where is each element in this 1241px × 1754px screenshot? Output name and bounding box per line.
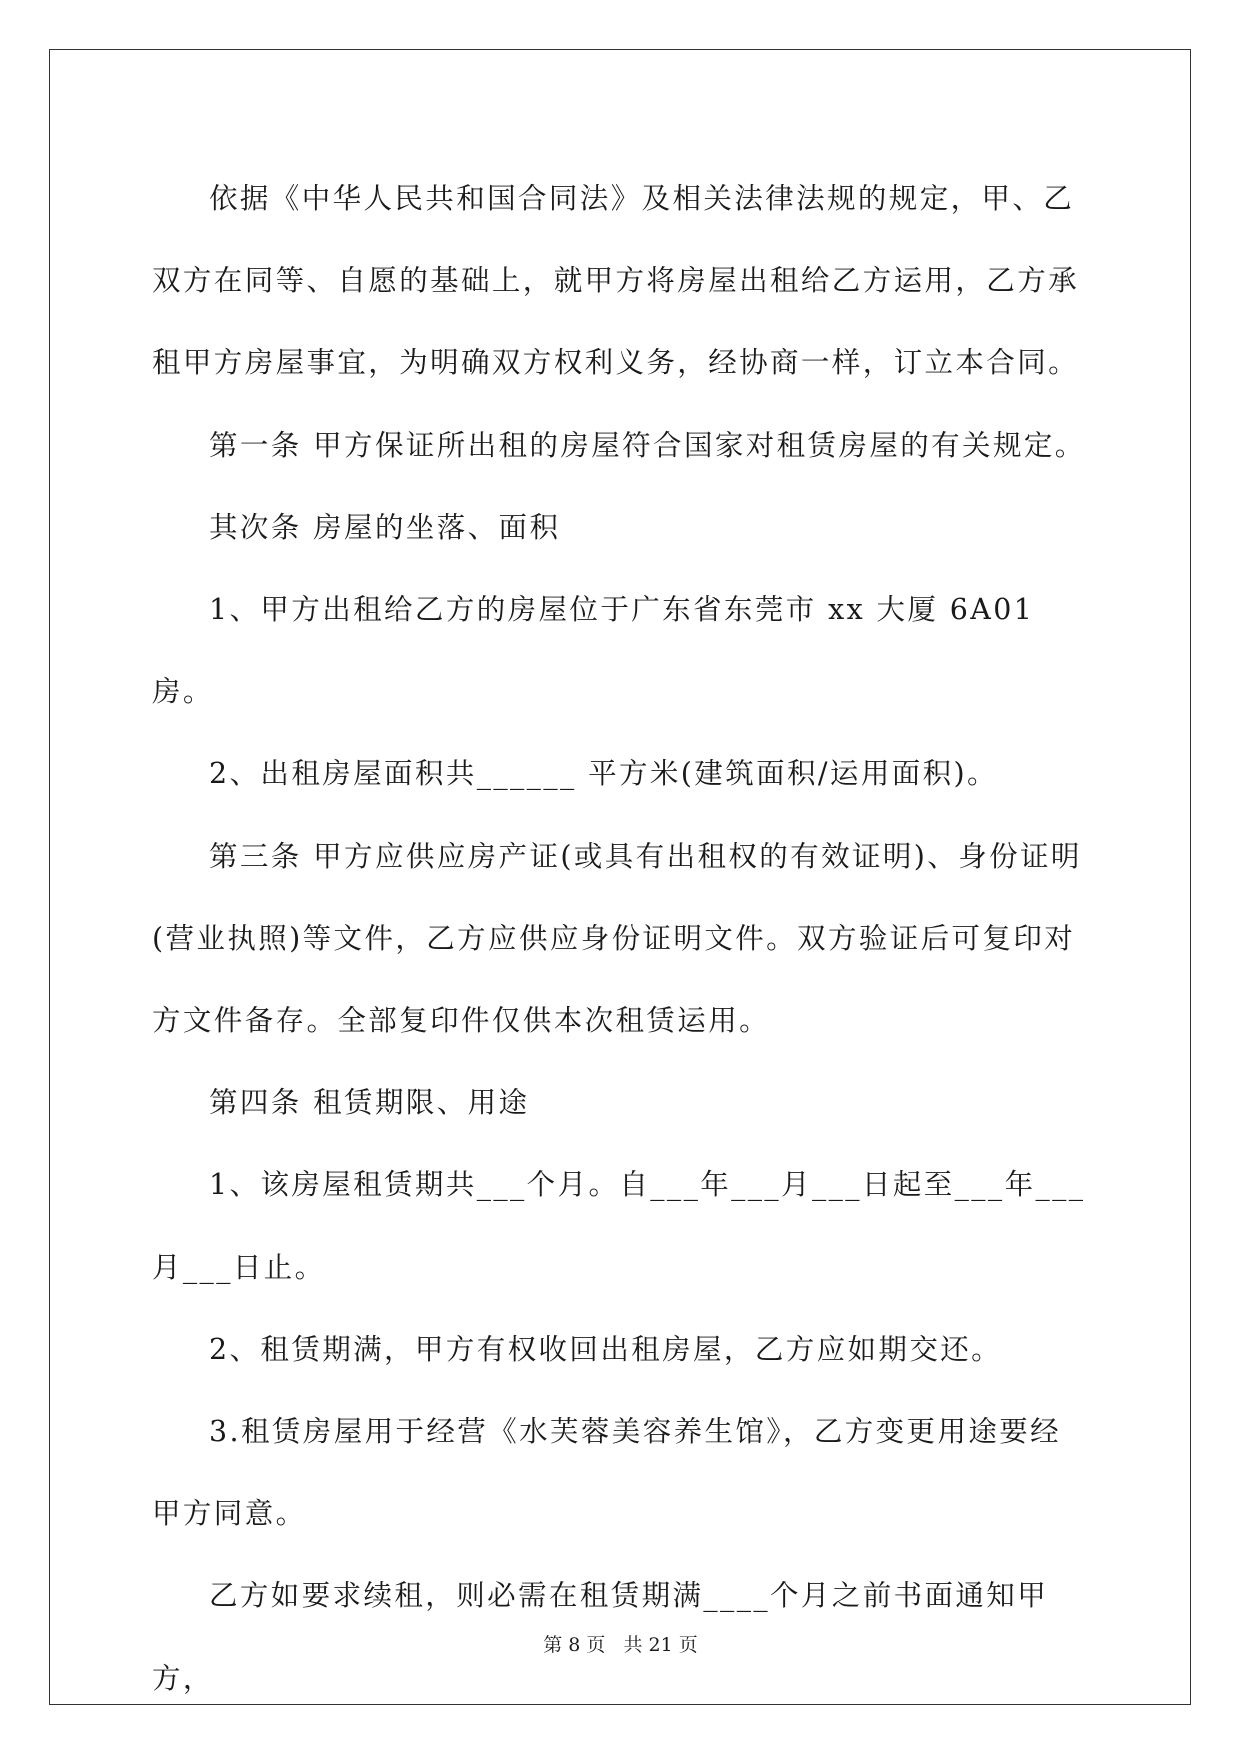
paragraph-article-3: 第三条 甲方应供应房产证(或具有出租权的有效证明)、身份证明(营业执照)等文件，乙方应供应身份证明文件。双方验证后可复印对方文件备存。全部复印件仅供本次租赁运用。 <box>152 839 1082 1038</box>
paragraph-article-4-item-2: 2、租赁期满，甲方有权收回出租房屋，乙方应如期交还。 <box>209 1332 1003 1366</box>
paragraph-renewal: 乙方如要求续租，则必需在租赁期满____个月之前书面通知甲方， <box>152 1579 1049 1695</box>
paragraph-article-1: 第一条 甲方保证所出租的房屋符合国家对租赁房屋的有关规定。 <box>209 428 1086 462</box>
document-body <box>152 158 1088 1720</box>
paragraph-article-4-item-1: 1、该房屋租赁期共___个月。自___年___月___日起至___年___月___日止。 <box>152 1168 1086 1284</box>
paragraph-article-2-heading: 其次条 房屋的坐落、面积 <box>209 510 561 544</box>
paragraph-article-2-item-1: 1、甲方出租给乙方的房屋位于广东省东莞市 xx 大厦 6A01 房。 <box>152 593 1046 709</box>
page-number-footer: 第 8 页 共 21 页 <box>543 1634 698 1656</box>
paragraph-article-4-heading: 第四条 租赁期限、用途 <box>209 1086 530 1120</box>
paragraph-preamble: 依据《中华人民共和国合同法》及相关法律法规的规定，甲、乙双方在同等、自愿的基础上，就甲方将房屋出租给乙方运用，乙方承租甲方房屋事宜，为明确双方权利义务，经协商一样，订立本合同。 <box>152 182 1080 380</box>
paragraph-article-4-item-3: 3.租赁房屋用于经营《水芙蓉美容养生馆》，乙方变更用途要经甲方同意。 <box>152 1415 1062 1531</box>
paragraph-article-2-item-2: 2、出租房屋面积共______ 平方米(建筑面积/运用面积)。 <box>209 757 998 791</box>
